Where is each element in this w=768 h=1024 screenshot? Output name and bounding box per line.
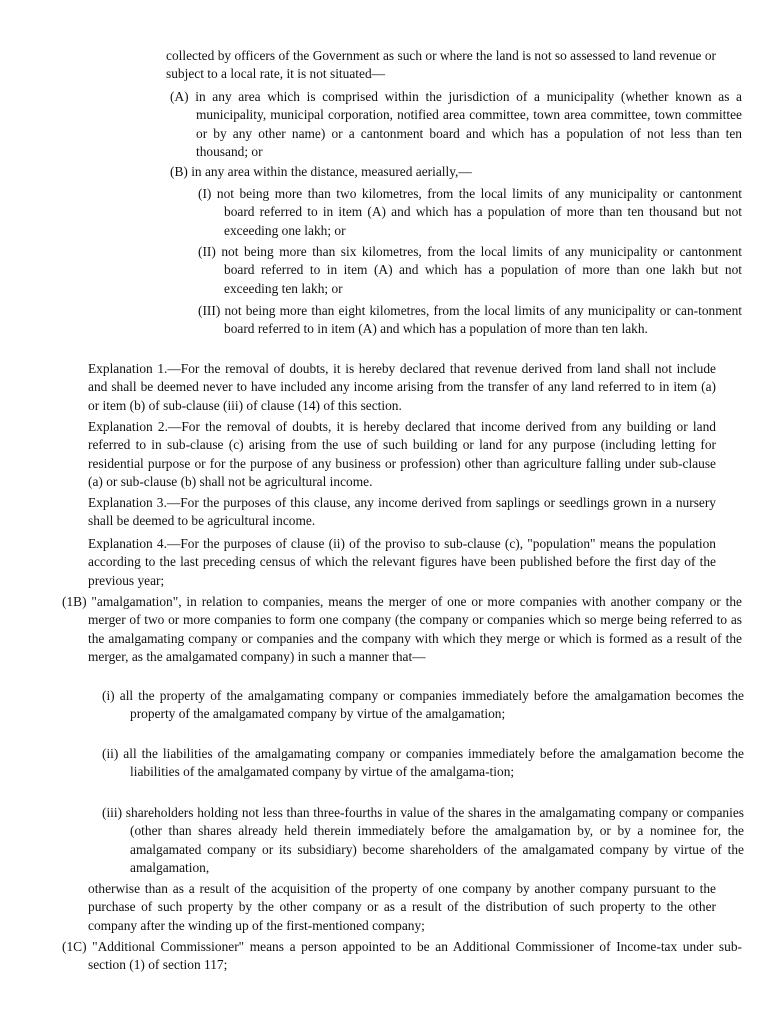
item-b-iii: (III) not being more than eight kilometres, from the local limits of any municipality or can-tonment board referred to in item (A) and which has a population of more than ten lakh. [198, 303, 742, 337]
clause-1b-iii: (iii) shareholders holding not less than three-fourths in value of the shares in the amalgamating company or companies (other than shares already held therein immediately before the amalgamation by, or by a nominee for, the amalgamated company or its subsidiary) become shareholders of the amalgamated company by virtue of the amalgamation, [102, 805, 744, 875]
item-b-ii: (II) not being more than six kilometres, from the local limits of any municipality or cantonment board referred to in item (A) and which has a population of more than one lakh but not exceeding ten lakh; or [198, 244, 742, 296]
item-b: (B) in any area within the distance, measured aerially,— [170, 164, 472, 179]
clause-1b-ii: (ii) all the liabilities of the amalgamating company or companies immediately before the amalgamation become the liabilities of the amalgamated company by virtue of the amalgama-tion; [102, 746, 744, 780]
clause-1c: (1C) "Additional Commissioner" means a person appointed to be an Additional Commissioner of Income-tax under sub-section (1) of section 117; [62, 939, 742, 973]
clause-1b-tail: otherwise than as a result of the acquisition of the property of one company by another company pursuant to the purchase of such property by the other company or as a result of the distribution of such property to the other company after the winding up of the first-mentioned company; [88, 881, 716, 933]
clause-1b: (1B) "amalgamation", in relation to companies, means the merger of one or more companies with another company or the merger of two or more companies to form one company (the company or companies which so merge being referred to as the amalgamating company or companies and the company with which they merge or which is formed as a result of the merger, as the amalgamated company) in such a manner that— [62, 594, 742, 664]
item-a: (A) in any area which is comprised within the jurisdiction of a municipality (whether known as a municipality, municipal corporation, notified area committee, town area committee, town committee or by any other name) or a cantonment board and which has a population of not less than ten thousand; or [170, 89, 742, 159]
clause-1b-i: (i) all the property of the amalgamating company or companies immediately before the amalgamation becomes the property of the amalgamated company by virtue of the amalgamation; [102, 688, 744, 722]
item-b-i: (I) not being more than two kilometres, from the local limits of any municipality or cantonment board referred to in item (A) and which has a population of more than ten thousand but not exceeding one lakh; or [198, 186, 742, 238]
intro-paragraph: collected by officers of the Government as such or where the land is not so assessed to land revenue or subject to a local rate, it is not situated— [166, 48, 716, 82]
explanation-4: Explanation 4.—For the purposes of clause (ii) of the proviso to sub-clause (c), "population" means the population according to the last preceding census of which the relevant figures have been published before the first day of the previous year; [88, 536, 716, 588]
explanation-2: Explanation 2.—For the removal of doubts, it is hereby declared that income derived from any building or land referred to in sub-clause (c) arising from the use of such building or land for any purpose (including letting for residential purpose or for the purpose of any business or profession) other than agriculture falling under sub-clause (a) or sub-clause (b) shall not be agricultural income. [88, 419, 716, 489]
explanation-3: Explanation 3.—For the purposes of this clause, any income derived from saplings or seedlings grown in a nursery shall be deemed to be agricultural income. [88, 495, 716, 529]
explanation-1: Explanation 1.—For the removal of doubts, it is hereby declared that revenue derived from land shall not include and shall be deemed never to have included any income arising from the transfer of any land referred to in item (a) or item (b) of sub-clause (iii) of clause (14) of this section. [88, 361, 716, 413]
